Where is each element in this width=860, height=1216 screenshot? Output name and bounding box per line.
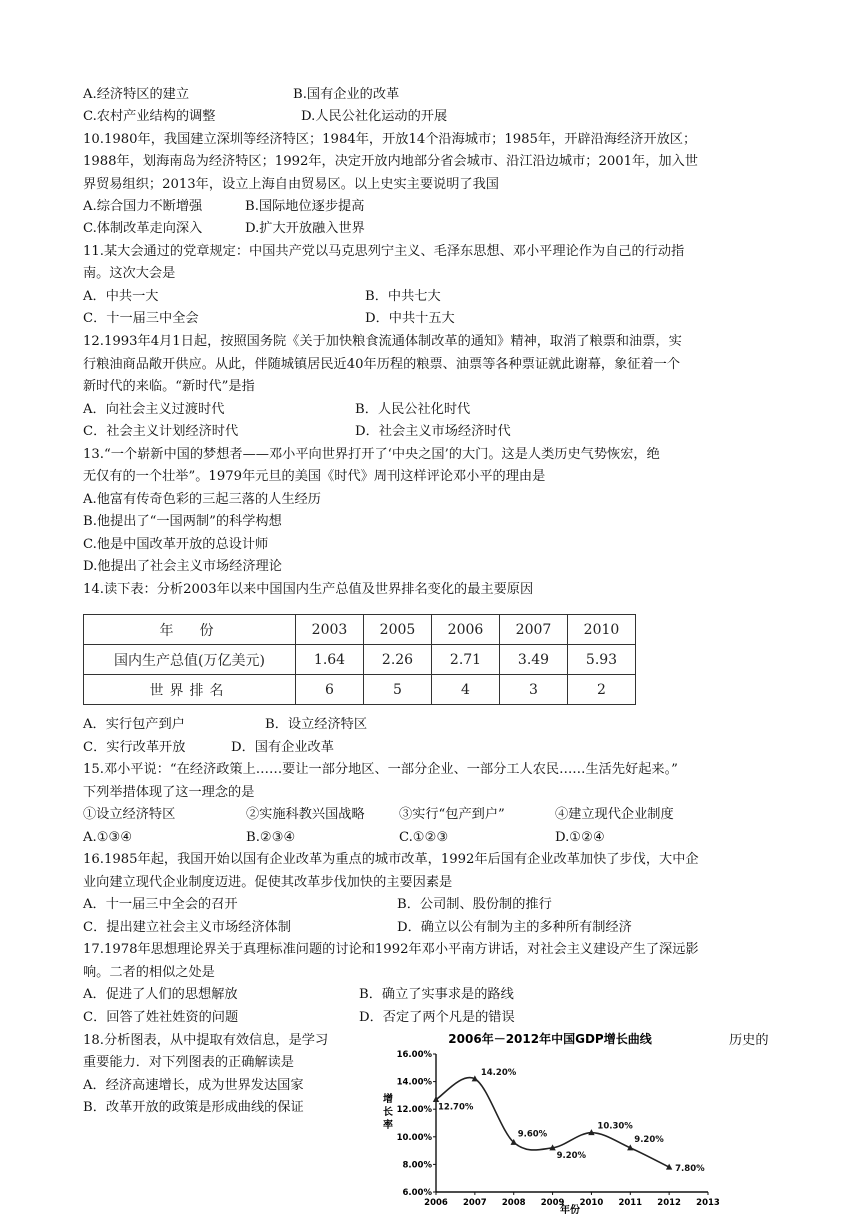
q9-option-c: C.农村产业结构的调整 — [83, 109, 216, 124]
q10-stem-line1: 10.1980年，我国建立深圳等经济特区；1984年，开放14个沿海城市；1985年，开辟沿海经济开放区； — [83, 132, 697, 147]
q12-stem-line1: 12.1993年4月1日起，按照国务院《关于加快粮食流通体制改革的通知》精神，取消了粮票和油票，实 — [83, 334, 682, 349]
q15-item-4: ④建立现代企业制度 — [555, 807, 674, 822]
data-label: 9.20% — [556, 1150, 587, 1161]
q15-stem-line2: 下列举措体现了这一理念的是 — [83, 785, 255, 800]
x-tick-label: 2012 — [657, 1198, 681, 1208]
table-cell-gdp: 2.26 — [364, 645, 432, 675]
q18-option-b: B．改革开放的政策是形成曲线的保证 — [83, 1100, 304, 1115]
y-tick-label: 16.00% — [396, 1050, 432, 1060]
y-tick-label: 10.00% — [396, 1132, 432, 1143]
x-tick-label: 2011 — [618, 1198, 643, 1208]
table-cell-rank: 4 — [432, 675, 500, 705]
table-cell-gdp: 2.71 — [432, 645, 500, 675]
q18-stem-line1b: 历史的 — [729, 1033, 769, 1048]
q16-stem-line1: 16.1985年起，我国开始以国有企业改革为重点的城市改革，1992年后国有企业改革加快了步伐，大中企 — [83, 852, 699, 867]
y-tick-label: 12.00% — [396, 1105, 432, 1116]
q14-option-a: A．实行包产到户 — [83, 717, 185, 732]
q10-option-d: D.扩大开放融入世界 — [245, 221, 365, 236]
q12-option-a: A．向社会主义过渡时代 — [83, 402, 225, 417]
x-axis-label: 年份 — [560, 1205, 580, 1216]
table-cell-year: 2003 — [296, 615, 364, 645]
q16-option-c: C．提出建立社会主义市场经济体制 — [83, 920, 291, 935]
chart-title: 2006年－2012年中国GDP增长曲线 — [448, 1032, 652, 1046]
q12-stem-line3: 新时代的来临。“新时代”是指 — [83, 379, 255, 394]
q13-stem-line1: 13.“一个崭新中国的梦想者——邓小平向世界打开了‘中央之国’的大门。这是人类历史气势恢宏，绝 — [83, 447, 660, 462]
q17-option-d: D．否定了两个凡是的错误 — [359, 1010, 515, 1025]
q14-option-b: B．设立经济特区 — [265, 717, 368, 732]
x-tick-label: 2007 — [463, 1198, 487, 1208]
q11-stem-line2: 南。这次大会是 — [83, 266, 176, 281]
q10-stem-line3: 界贸易组织；2013年，设立上海自由贸易区。以上史实主要说明了我国 — [83, 177, 499, 192]
q15-option-a: A.①③④ — [83, 830, 133, 845]
q12-stem-line2: 行粮油商品敞开供应。从此，伴随城镇居民近40年历程的粮票、油票等各种票证就此谢幕，象征着一个 — [83, 357, 681, 372]
q12-option-d: D．社会主义市场经济时代 — [355, 424, 511, 439]
y-tick-label: 8.00% — [402, 1160, 432, 1171]
q16-option-a: A．十一届三中全会的召开 — [83, 897, 238, 912]
q15-option-b: B.②③④ — [246, 830, 296, 845]
q18-stem-line1a: 18.分析图表，从中提取有效信息，是学习 — [83, 1033, 329, 1048]
q11-stem-line1: 11.某大会通过的党章规定：中国共产党以马克思列宁主义、毛泽东思想、邓小平理论作为自己的行动指 — [83, 244, 685, 259]
x-tick-label: 2008 — [501, 1198, 526, 1208]
q15-option-c: C.①②③ — [399, 830, 449, 845]
q17-option-b: B．确立了实事求是的路线 — [359, 987, 514, 1002]
q18-stem-line2: 重要能力．对下列图表的正确解读是 — [83, 1055, 294, 1070]
gdp-table — [83, 614, 636, 705]
q15-item-3: ③实行“包产到户” — [399, 807, 505, 822]
q13-option-c: C.他是中国改革开放的总设计师 — [83, 537, 269, 552]
table-cell-gdp: 3.49 — [500, 645, 568, 675]
table-cell-rank: 2 — [568, 675, 636, 705]
q11-option-b: B．中共七大 — [365, 289, 441, 304]
data-label: 9.20% — [634, 1134, 664, 1145]
q11-option-d: D．中共十五大 — [365, 311, 455, 326]
table-cell-year: 2005 — [364, 615, 432, 645]
q17-option-a: A．促进了人们的思想解放 — [83, 987, 238, 1002]
q10-option-b: B.国际地位逐步提高 — [245, 199, 365, 214]
y-axis-label-char: 长 — [383, 1107, 393, 1118]
q16-option-d: D．确立以公有制为主的多种所有制经济 — [397, 920, 632, 935]
data-label: 10.30% — [597, 1121, 633, 1132]
x-tick-label: 2006 — [424, 1198, 448, 1208]
table-row — [84, 675, 636, 705]
y-axis-label-group — [383, 1092, 393, 1131]
q18-option-a: A．经济高速增长，成为世界发达国家 — [83, 1078, 304, 1093]
table-cell-year: 2006 — [432, 615, 500, 645]
q12-option-b: B．人民公社化时代 — [355, 402, 471, 417]
y-axis-label-char: 率 — [383, 1120, 393, 1131]
table-header-gdp: 国内生产总值(万亿美元) — [84, 645, 296, 675]
x-tick-label: 2010 — [579, 1198, 604, 1208]
q10-option-c: C.体制改革走向深入 — [83, 221, 203, 236]
table-cell-rank: 6 — [296, 675, 364, 705]
q17-stem-line1: 17.1978年思想理论界关于真理标准问题的讨论和1992年邓小平南方讲话，对社会主义建设产生了深远影 — [83, 942, 699, 957]
q13-option-d: D.他提出了社会主义市场经济理论 — [83, 559, 282, 574]
table-cell-year: 2010 — [568, 615, 636, 645]
q14-stem-line1: 14.读下表：分析2003年以来中国国内生产总值及世界排名变化的最主要原因 — [83, 582, 534, 597]
q16-option-b: B．公司制、股份制的推行 — [397, 897, 552, 912]
q13-stem-line2: 无仅有的一个壮举”。1979年元旦的美国《时代》周刊这样评论邓小平的理由是 — [83, 469, 546, 484]
q16-stem-line2: 业向建立现代企业制度迈进。促使其改革步伐加快的主要因素是 — [83, 875, 453, 890]
data-label: 14.20% — [480, 1067, 517, 1078]
q11-option-c: C．十一届三中全会 — [83, 311, 199, 326]
series-marks — [433, 1068, 705, 1174]
q15-item-1: ①设立经济特区 — [83, 807, 176, 822]
q17-option-c: C．回答了姓社姓资的问题 — [83, 1010, 239, 1025]
q10-stem-line2: 1988年，划海南岛为经济特区；1992年，决定开放内地部分省会城市、沿江沿边城市；2001年，加入世 — [83, 154, 698, 169]
q14-option-d: D．国有企业改革 — [231, 740, 334, 755]
gdp-growth-chart — [370, 1030, 720, 1216]
q17-stem-line2: 响。二者的相似之处是 — [83, 965, 215, 980]
table-row — [84, 615, 636, 645]
q13-option-a: A.他富有传奇色彩的三起三落的人生经历 — [83, 492, 321, 507]
q9-option-b: B.国有企业的改革 — [293, 87, 400, 102]
data-label: 7.80% — [675, 1164, 705, 1175]
y-tick-label: 14.00% — [396, 1077, 432, 1088]
q12-option-c: C．社会主义计划经济时代 — [83, 424, 239, 439]
q14-option-c: C．实行改革开放 — [83, 740, 186, 755]
q9-option-a: A.经济特区的建立 — [83, 87, 190, 102]
q9-option-d: D.人民公社化运动的开展 — [301, 109, 448, 124]
q15-option-d: D.①②④ — [555, 830, 605, 845]
y-tick-label: 6.00% — [402, 1188, 432, 1198]
q13-option-b: B.他提出了“一国两制”的科学构想 — [83, 514, 282, 529]
table-cell-year: 2007 — [500, 615, 568, 645]
series-line — [436, 1078, 669, 1168]
q15-stem-line1: 15.邓小平说：“在经济政策上……要让一部分地区、一部分企业、一部分工人农民……生活先好起来。” — [83, 762, 678, 777]
table-cell-rank: 3 — [500, 675, 568, 705]
data-label: 12.70% — [438, 1102, 474, 1113]
table-row — [84, 645, 636, 675]
table-cell-rank: 5 — [364, 675, 432, 705]
q11-option-a: A．中共一大 — [83, 289, 159, 304]
data-label: 9.60% — [517, 1129, 548, 1140]
y-axis-label-char: 增 — [383, 1094, 393, 1105]
axis-ticks — [397, 1050, 720, 1208]
x-tick-label: 2009 — [540, 1198, 565, 1208]
q15-item-2: ②实施科教兴国战略 — [246, 807, 365, 822]
table-header-year: 年 份 — [84, 615, 296, 645]
x-tick-label: 2013 — [696, 1198, 720, 1208]
table-cell-gdp: 1.64 — [296, 645, 364, 675]
table-header-rank: 世界排名 — [84, 675, 296, 705]
q10-option-a: A.综合国力不断增强 — [83, 199, 203, 214]
table-cell-gdp: 5.93 — [568, 645, 636, 675]
